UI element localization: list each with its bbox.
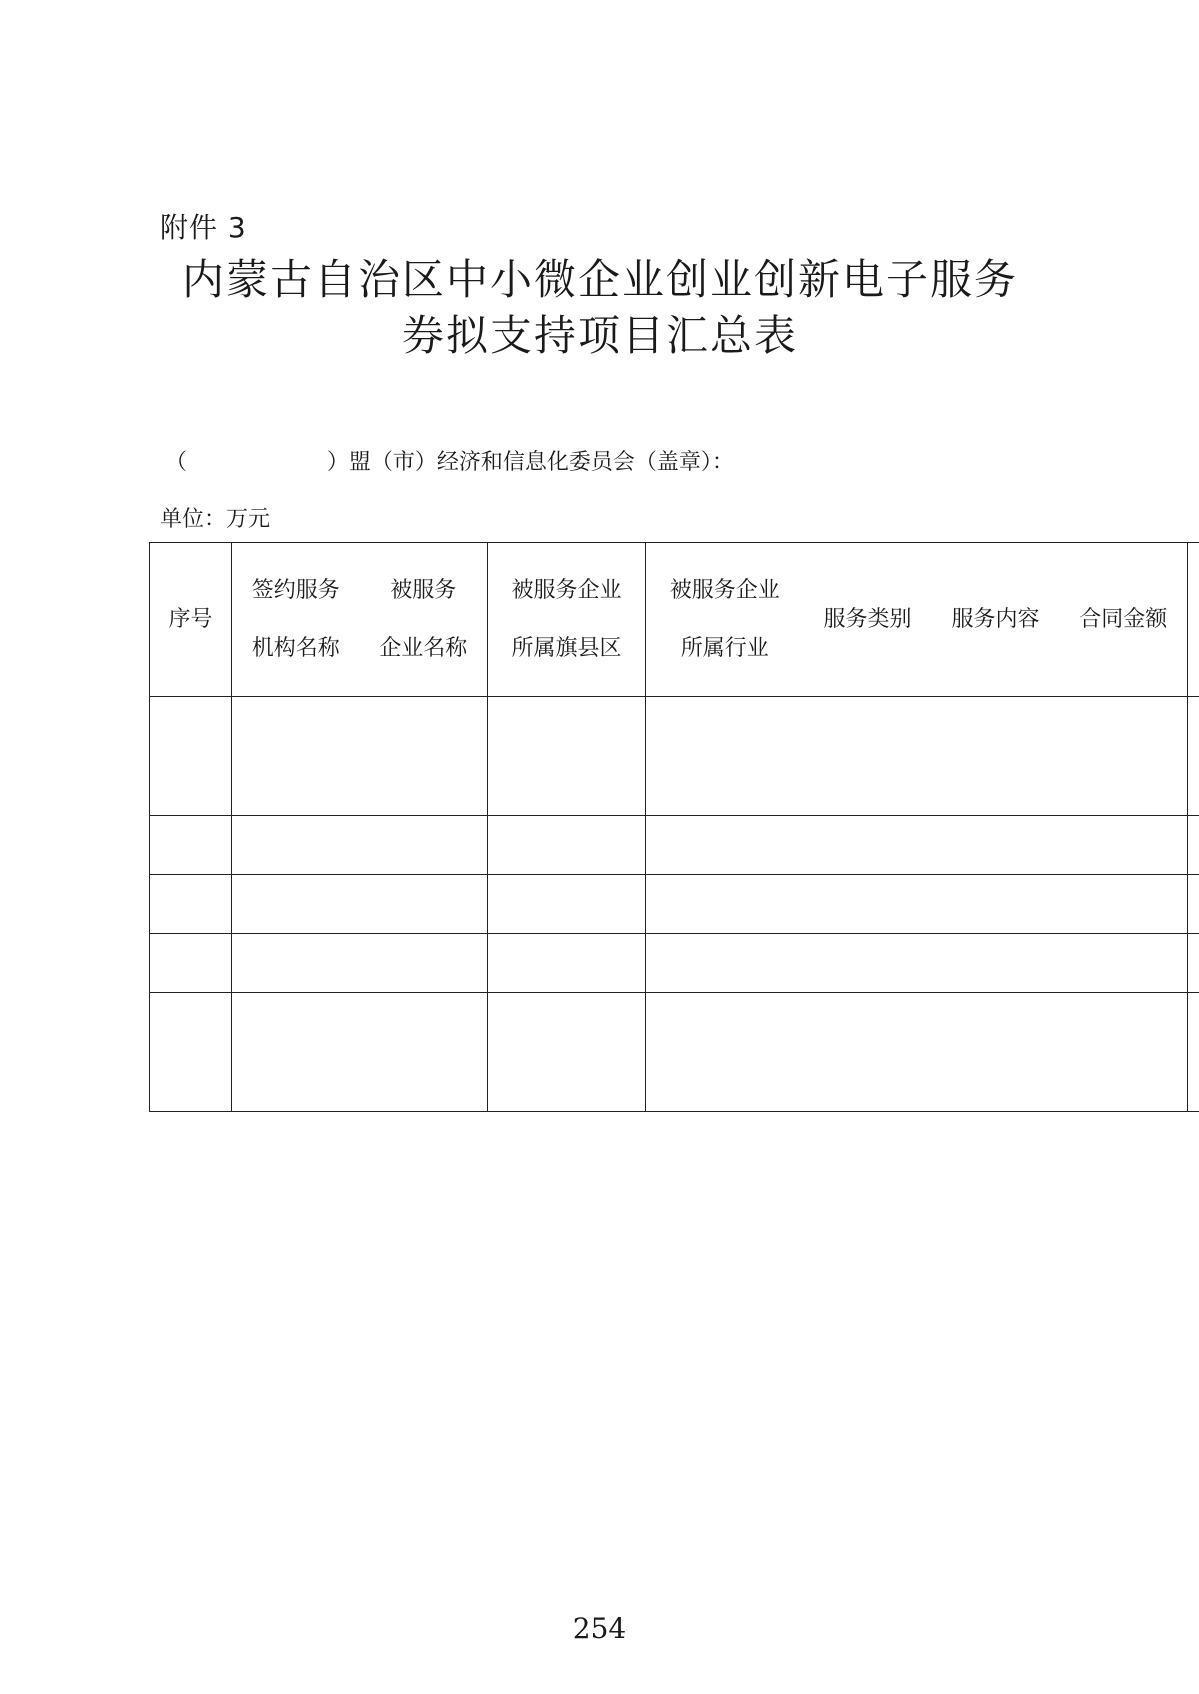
table-cell (932, 875, 1060, 934)
table-cell (932, 993, 1060, 1112)
table-cell (646, 816, 804, 875)
table-cell (646, 993, 804, 1112)
table-cell (488, 993, 646, 1112)
header-cell-index (150, 543, 232, 697)
header-industry-line1: 被服务企业 (669, 577, 780, 603)
header-index-label: 序号 (168, 606, 213, 632)
summary-table (149, 542, 1199, 1112)
unit-label: 单位：万元 (160, 507, 271, 532)
table-cell (360, 697, 488, 816)
table-cell (150, 816, 232, 875)
table-cell-overflow (1188, 816, 1199, 875)
header-industry-line2: 所属行业 (680, 635, 769, 661)
table-cell-overflow (1188, 875, 1199, 934)
header-cell-county (488, 543, 646, 697)
header-cell-service-type (804, 543, 932, 697)
table-cell-overflow (1188, 993, 1199, 1112)
document-title-line2: 券拟支持项目汇总表 (401, 311, 798, 360)
header-service-content-label: 服务内容 (951, 606, 1040, 632)
table-row (150, 934, 1199, 993)
header-service-org-line2: 机构名称 (251, 635, 340, 661)
table-cell (150, 697, 232, 816)
table-cell (804, 697, 932, 816)
table-cell-overflow (1188, 934, 1199, 993)
table-row (150, 993, 1199, 1112)
header-county-line1: 被服务企业 (511, 577, 622, 603)
table-cell-overflow (1188, 697, 1199, 816)
header-cell-contract-amount (1060, 543, 1188, 697)
header-county-line2: 所属旗县区 (511, 635, 622, 661)
attachment-label: 附件 3 (160, 211, 247, 244)
table-cell (232, 875, 360, 934)
table-row (150, 697, 1199, 816)
table-cell (488, 816, 646, 875)
table-cell (232, 816, 360, 875)
header-cell-service-org (232, 543, 360, 697)
table-cell (150, 934, 232, 993)
table-cell (360, 875, 488, 934)
table-cell (646, 934, 804, 993)
header-service-org-line1: 签约服务 (251, 577, 340, 603)
table-row (150, 816, 1199, 875)
table-cell (232, 993, 360, 1112)
table-row (150, 875, 1199, 934)
table-cell (646, 697, 804, 816)
header-served-company-line1: 被服务 (390, 577, 457, 603)
summary-table-container (149, 542, 1199, 1114)
table-cell (1060, 816, 1188, 875)
table-cell (804, 934, 932, 993)
header-cell-served-company (360, 543, 488, 697)
table-cell (1060, 875, 1188, 934)
organization-line: （ ）盟（市）经济和信息化委员会（盖章）： (165, 450, 734, 475)
table-cell (932, 934, 1060, 993)
table-cell (232, 934, 360, 993)
table-cell (488, 697, 646, 816)
header-cell-overflow (1188, 543, 1199, 697)
table-cell (1060, 993, 1188, 1112)
table-cell (360, 993, 488, 1112)
table-cell (1060, 697, 1188, 816)
header-served-company-line2: 企业名称 (379, 635, 468, 661)
table-cell (804, 875, 932, 934)
table-cell (150, 993, 232, 1112)
table-cell (488, 934, 646, 993)
table-cell (932, 697, 1060, 816)
table-cell (232, 697, 360, 816)
header-cell-industry (646, 543, 804, 697)
header-contract-amount-label: 合同金额 (1079, 606, 1168, 632)
table-cell (646, 875, 804, 934)
header-service-type-label: 服务类别 (823, 606, 912, 632)
table-cell (488, 875, 646, 934)
header-cell-service-content (932, 543, 1060, 697)
table-cell (150, 875, 232, 934)
table-cell (804, 816, 932, 875)
document-title-line1: 内蒙古自治区中小微企业创业创新电子服务 (181, 255, 1018, 304)
table-cell (804, 993, 932, 1112)
table-cell (1060, 934, 1188, 993)
table-cell (360, 934, 488, 993)
table-cell (360, 816, 488, 875)
table-header-row (150, 543, 1199, 697)
table-cell (932, 816, 1060, 875)
page-number: 254 (572, 1612, 627, 1645)
